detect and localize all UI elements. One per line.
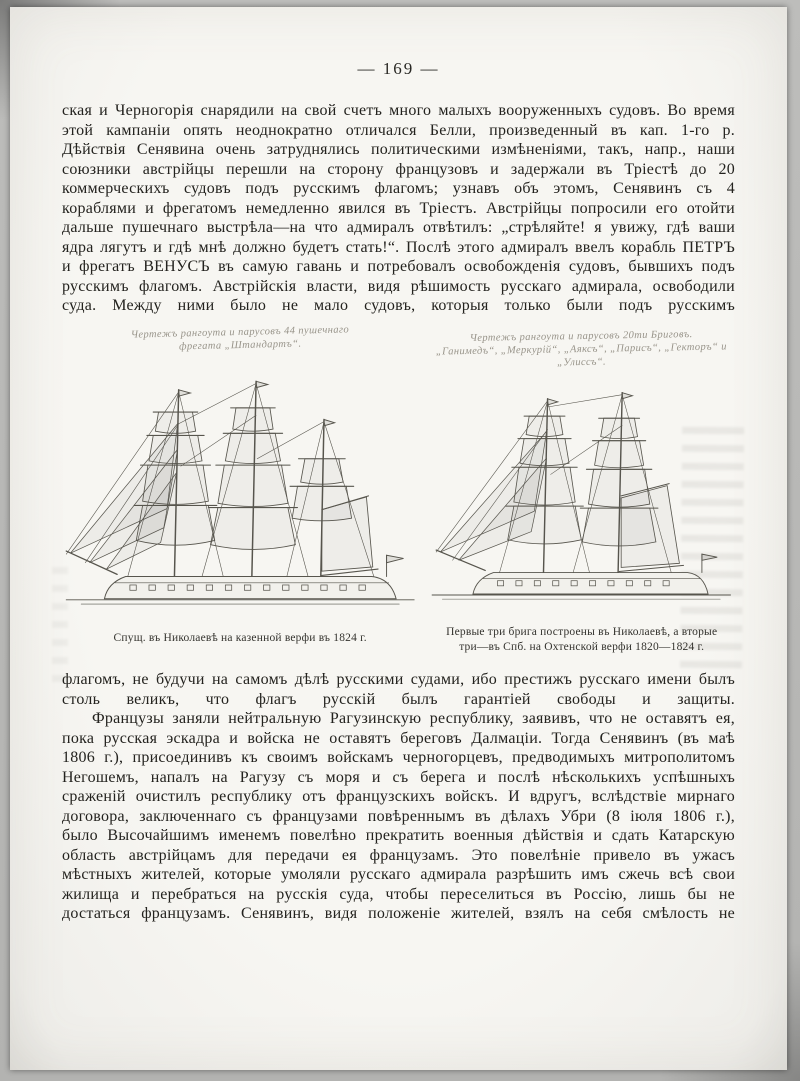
- page-content: [62, 7, 735, 1070]
- figure-caption: Первые три брига построены въ Николаевѣ, а вторые три—въ Спб. на Охтенской верфи 1820—1824 г.: [446, 626, 718, 653]
- bowsprit: [437, 550, 486, 570]
- stern-flag: [387, 555, 404, 562]
- bowsprit: [66, 551, 117, 574]
- figures-row: [62, 323, 735, 655]
- handwritten-annotation: [62, 321, 419, 362]
- body-paragraph-1: ская и Черногорія снарядили на свой счетъ много малыхъ вооруженныхъ судовъ. Во время этой кампаніи опять неоднократно отличался Белли, произведенный въ кап. 1-го р. Дѣйствія Сенявина очень затруднялись политическими измѣненіями, такъ, напр., наши союзники австрійцы перешли на сторону французовъ и задержали въ Тріестѣ до 20 коммерческихъ судовъ подъ русскимъ флагомъ; узнавъ объ этомъ, Сенявинъ съ 4 кораблями и фрегатомъ немедленно явился въ Тріестъ. Австрійцы попросили его отойти дальше пушечнаго выстрѣла—на что адмиралъ отвѣтилъ: „стрѣляйте! я увижу, гдѣ ваши ядра лягутъ и гдѣ мнѣ должно будетъ стать!“. Послѣ этого адмиралъ ввелъ корабль ПЕТРЪ и фрегатъ ВЕНУСЪ въ самую гавань и потребовалъ освобожденія судовъ, бывшихъ подъ русскимъ флагомъ. Австрійскія власти, видя рѣшимость русскаго адмирала, освободили суда. Между ними было не мало судовъ, которыя только были подъ русскимъ: [62, 102, 735, 314]
- body-paragraph-3: Французы заняли нейтральную Рагузинскую республику, заявивъ, что не оставятъ ея, пока русская эскадра и войска не оставятъ береговъ Далмаціи. Тогда Сенявинъ (въ маѣ 1806 г.), присоединивъ къ своимъ войскамъ черногорцевъ, предводимыхъ митрополитомъ Негошемъ, напалъ на Рагузу съ моря и съ берега и послѣ нѣсколькихъ успѣшныхъ сраженій очистилъ республику отъ французскихъ войскъ. И вдругъ, вслѣдствіе мирнаго договора, заключеннаго съ французами повѣреннымъ въ дѣлахъ Убри (8 іюля 1806 г.), было Высочайшимъ именемъ повелѣно прекратить военныя дѣйствія и сдать Катарскую область австрійцамъ для передачи ея французамъ. Это повелѣніе привело въ ужасъ мѣстныхъ жителей, которые умоляли русскаго адмирала разрѣшить имъ сжечь всѣ свои жилища и перебраться на русскія суда, чтобы переселиться въ Россію, лишь бы не достаться французамъ. Сенявинъ, видя положеніе жителей, взялъ на себя смѣлость не: [62, 710, 735, 923]
- page-number: — 169 —: [357, 59, 440, 78]
- stern-flag: [702, 554, 717, 560]
- figure-frigate-standart: [62, 323, 418, 646]
- handwritten-annotation: [428, 327, 735, 368]
- figure-brigs: [428, 330, 735, 655]
- handwritten-line: Чертежъ рангоута и парусовъ 20ти Бриговъ.: [469, 328, 694, 344]
- handwritten-line: Чертежъ рангоута и парусовъ 44 пушечнаго: [130, 323, 350, 341]
- hull: [104, 576, 396, 598]
- paper-sheet: [10, 7, 787, 1070]
- figure-caption: Спущ. въ Николаевѣ на казенной верфи въ 1824 г.: [113, 631, 367, 644]
- frigate-rigging-diagram: [62, 358, 418, 625]
- brig-rigging-diagram: [428, 362, 735, 620]
- handwritten-line: фрегата „Штандартъ“.: [178, 338, 302, 352]
- handwritten-line: „Ганимедъ“, „Меркурій“, „Аяксъ“, „Парисъ“, „Гекторъ“ и „Улиссъ“.: [436, 340, 728, 368]
- body-paragraph-2: флагомъ, не будучи на самомъ дѣлѣ русскими судами, ибо престижъ русскаго имени былъ столь великъ, что флагъ русскій былъ гарантіей свободы и защиты.: [62, 671, 735, 708]
- hull: [473, 572, 708, 593]
